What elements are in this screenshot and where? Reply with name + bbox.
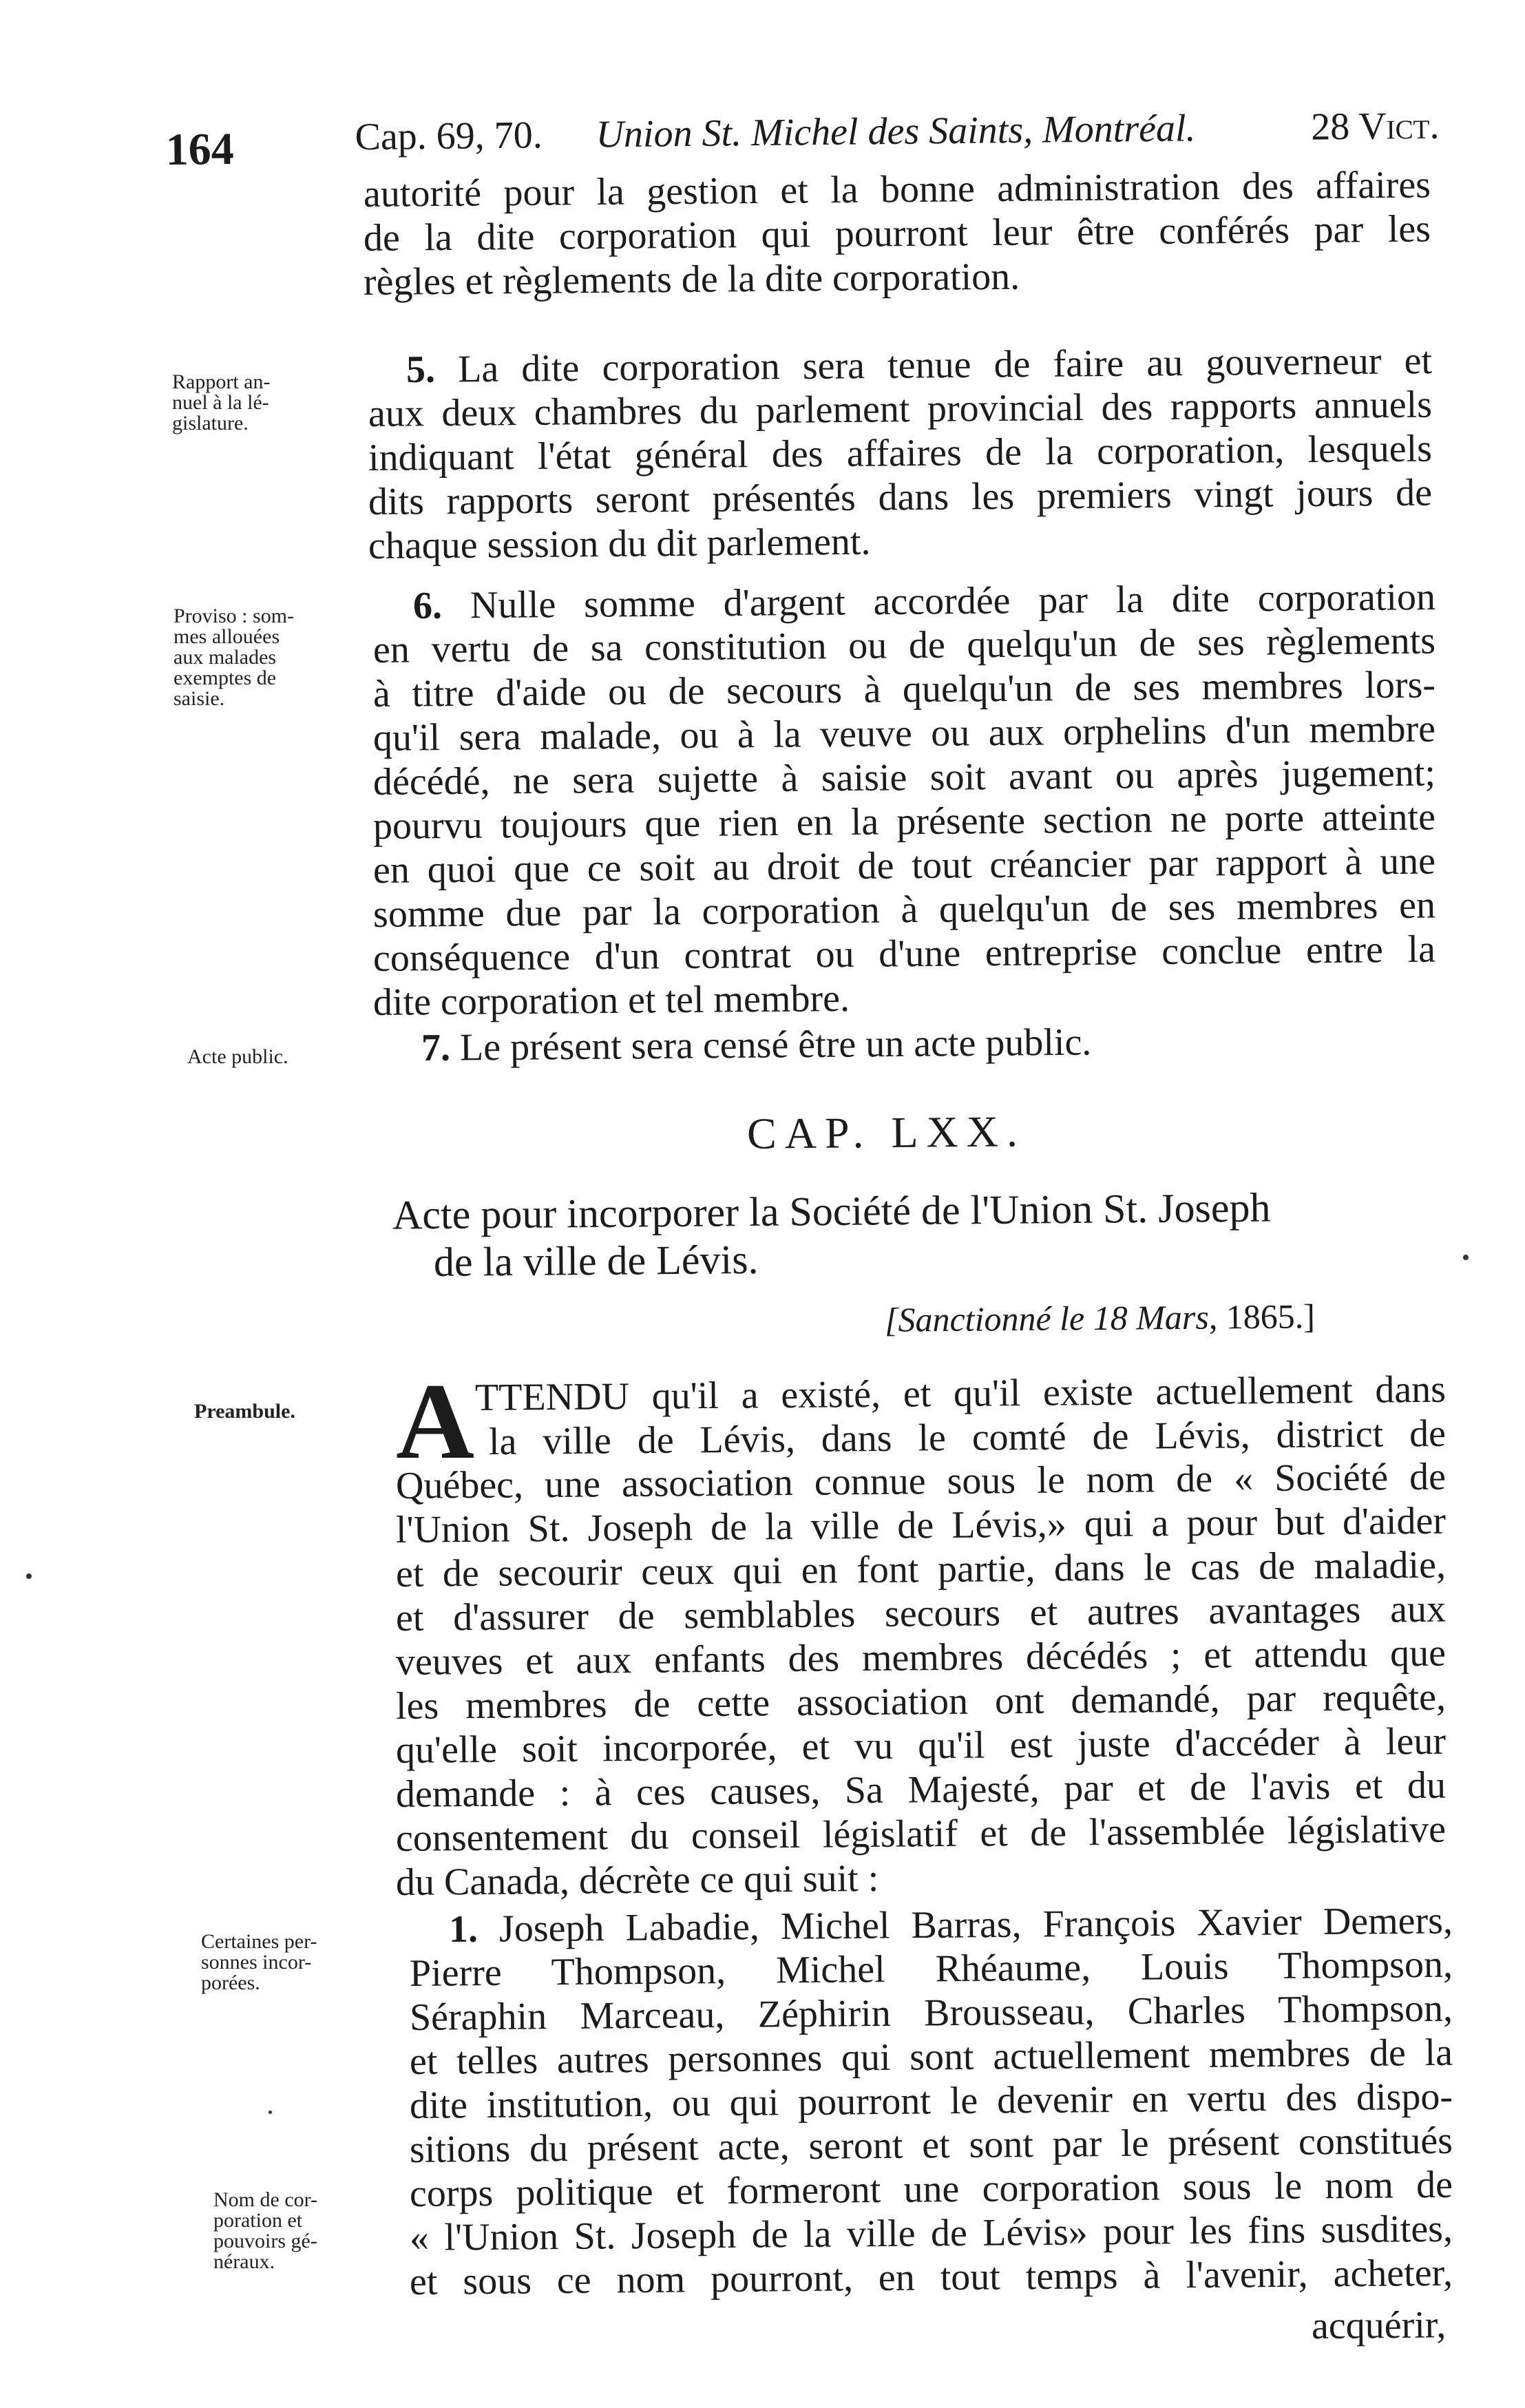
print-speck	[1463, 1255, 1469, 1260]
text-line: Pierre Thompson, Michel Rhéaume, Louis Thompson,	[409, 1943, 1453, 1995]
print-speck	[26, 1573, 32, 1579]
section-text: La dite corporation sera tenue de faire au gouverneur et	[457, 339, 1433, 391]
margin-note-preambule	[194, 1401, 295, 1422]
text-line: pourvu toujours que rien en la présente section ne porte atteinte	[372, 795, 1436, 848]
margin-note-line: mes allouées	[173, 625, 280, 648]
margin-note-line: Acte public.	[187, 1045, 288, 1068]
section-text: Nulle somme d'argent accordée par la dite corporation	[470, 576, 1436, 627]
text-line: et de secourir ceux qui en font partie, dans le cas de maladie,	[395, 1543, 1447, 1595]
text-line: consentement du conseil législatif et de l'assemblée législative	[395, 1808, 1447, 1860]
text-line: les membres de cette association ont demandé, par requête,	[395, 1675, 1447, 1728]
text-line: qu'il sera malade, ou à la veuve ou aux orphelins d'un membre	[372, 707, 1436, 760]
text-line: indiquant l'état général des affaires de la corporation, lesquels	[368, 427, 1433, 479]
header-chapter: Cap. 69, 70.	[355, 114, 543, 159]
margin-note-line: Proviso : som-	[173, 605, 295, 627]
text-line: qu'elle soit incorporée, et vu qu'il est juste d'accéder à leur	[395, 1719, 1447, 1772]
header-year: 28 Vict.	[1310, 104, 1440, 149]
text-line: dite corporation et tel membre.	[372, 976, 850, 1024]
text-line: dits rapports seront présentés dans les premiers vingt jours de	[368, 471, 1433, 523]
margin-note-rapport	[172, 372, 270, 434]
margin-note-line: poration et	[213, 2209, 303, 2232]
margin-note-line: néraux.	[213, 2250, 275, 2273]
margin-note-certaines-personnes	[201, 1931, 317, 1993]
text-line: Séraphin Marceau, Zéphirin Brousseau, Charles Thompson,	[409, 1987, 1453, 2039]
margin-note-line: Preambule.	[194, 1400, 295, 1423]
margin-note-line: gislature.	[172, 412, 249, 435]
text-line: chaque session du dit parlement.	[368, 520, 871, 567]
text-line: l'Union St. Joseph de la ville de Lévis,» qui a pour but d'aider	[395, 1499, 1447, 1551]
text-line: demande : à ces causes, Sa Majesté, par et de l'avis et du	[395, 1763, 1447, 1816]
sanction-prefix: [Sanctionné le 18	[884, 1298, 1137, 1339]
act-title-line: Acte pour incorporer la Société de l'Union St. Joseph	[392, 1184, 1271, 1238]
text-line: à titre d'aide ou de secours à quelqu'un de ses membres lors-	[372, 663, 1436, 715]
section-text: Le présent sera censé être un acte public.	[459, 1020, 1092, 1069]
text-line: et telles autres personnes qui sont actuellement membres de la	[409, 2031, 1453, 2083]
drop-cap: A	[396, 1361, 475, 1482]
header-title: Union St. Michel des Saints, Montréal.	[596, 107, 1196, 156]
text-line: Québec, une association connue sous le nom de « Société de	[395, 1455, 1447, 1507]
text-line: en vertu de sa constitution ou de quelqu'un de ses règlements	[372, 619, 1436, 671]
margin-note-acte-public	[187, 1047, 288, 1067]
text-line: règles et règlements de la dite corporation.	[363, 255, 1020, 304]
section-number: 1.	[448, 1907, 478, 1951]
text-line: et d'assurer de semblables secours et autres avantages aux	[395, 1587, 1447, 1640]
text-line: du Canada, décrète ce qui suit :	[395, 1856, 879, 1904]
text-line	[421, 1020, 1092, 1070]
text-line: la ville de Lévis, dans le comté de Lévis, district de	[488, 1412, 1447, 1463]
act-title-line: de la ville de Lévis.	[433, 1236, 759, 1286]
margin-note-line: pouvoirs gé-	[213, 2230, 317, 2252]
text-line: en quoi que ce soit au droit de tout créancier par rapport à une	[372, 839, 1436, 892]
text-line: dite institution, ou qui pourront le devenir en vertu des dispo-	[409, 2075, 1453, 2127]
text-line: « l'Union St. Joseph de la ville de Lévis» pour les fins susdites,	[409, 2207, 1453, 2259]
sanction-date	[885, 1296, 1315, 1339]
margin-note-nom-de-corporation	[213, 2190, 317, 2272]
section-number: 5.	[406, 348, 436, 391]
margin-note-line: porées.	[201, 1971, 260, 1994]
margin-note-line: nuel à la lé-	[172, 391, 269, 414]
text-line: TTENDU qu'il a existé, et qu'il existe actuellement dans	[474, 1368, 1447, 1419]
text-line: de la dite corporation qui pourront leur être conférés par les	[363, 207, 1431, 260]
margin-note-line: Nom de cor-	[213, 2188, 318, 2211]
section-number: 6.	[412, 584, 443, 627]
section-number: 7.	[421, 1026, 451, 1069]
text-line: somme due par la corporation à quelqu'un de ses membres en	[372, 883, 1436, 936]
chapter-heading: CAP. LXX.	[746, 1107, 1027, 1158]
text-line: décédé, ne sera sujette à saisie soit avant ou après jugement;	[372, 751, 1436, 804]
text-line: sitions du présent acte, seront et sont par le présent constitués	[409, 2119, 1453, 2171]
text-line: veuves et aux enfants des membres décédés ; et attendu que	[395, 1631, 1447, 1684]
margin-note-line: Rapport an-	[172, 370, 271, 393]
margin-note-proviso	[173, 606, 294, 709]
sanction-month: Mars	[1135, 1297, 1210, 1337]
margin-note-line: saisie.	[173, 687, 225, 710]
print-speck	[269, 2111, 272, 2114]
page-number: 164	[165, 123, 235, 175]
text-line: aux deux chambres du parlement provincial des rapports annuels	[368, 383, 1433, 435]
margin-note-line: aux malades	[173, 646, 277, 669]
sanction-suffix: , 1865.]	[1208, 1297, 1316, 1337]
text-line: et sous ce nom pourront, en tout temps à l'avenir, acheter,	[409, 2251, 1453, 2303]
text-line: conséquence d'un contrat ou d'une entreprise conclue entre la	[372, 928, 1436, 980]
catchword: acquérir,	[1311, 2303, 1447, 2347]
margin-note-line: exemptes de	[173, 667, 277, 689]
text-line: autorité pour la gestion et la bonne administration des affaires	[363, 163, 1431, 216]
margin-note-line: Certaines per-	[201, 1930, 317, 1953]
text-line: corps politique et formeront une corporation sous le nom de	[409, 2163, 1453, 2215]
margin-note-line: sonnes incor-	[201, 1951, 312, 1973]
section-text: Joseph Labadie, Michel Barras, François Xavier Demers,	[498, 1899, 1453, 1951]
